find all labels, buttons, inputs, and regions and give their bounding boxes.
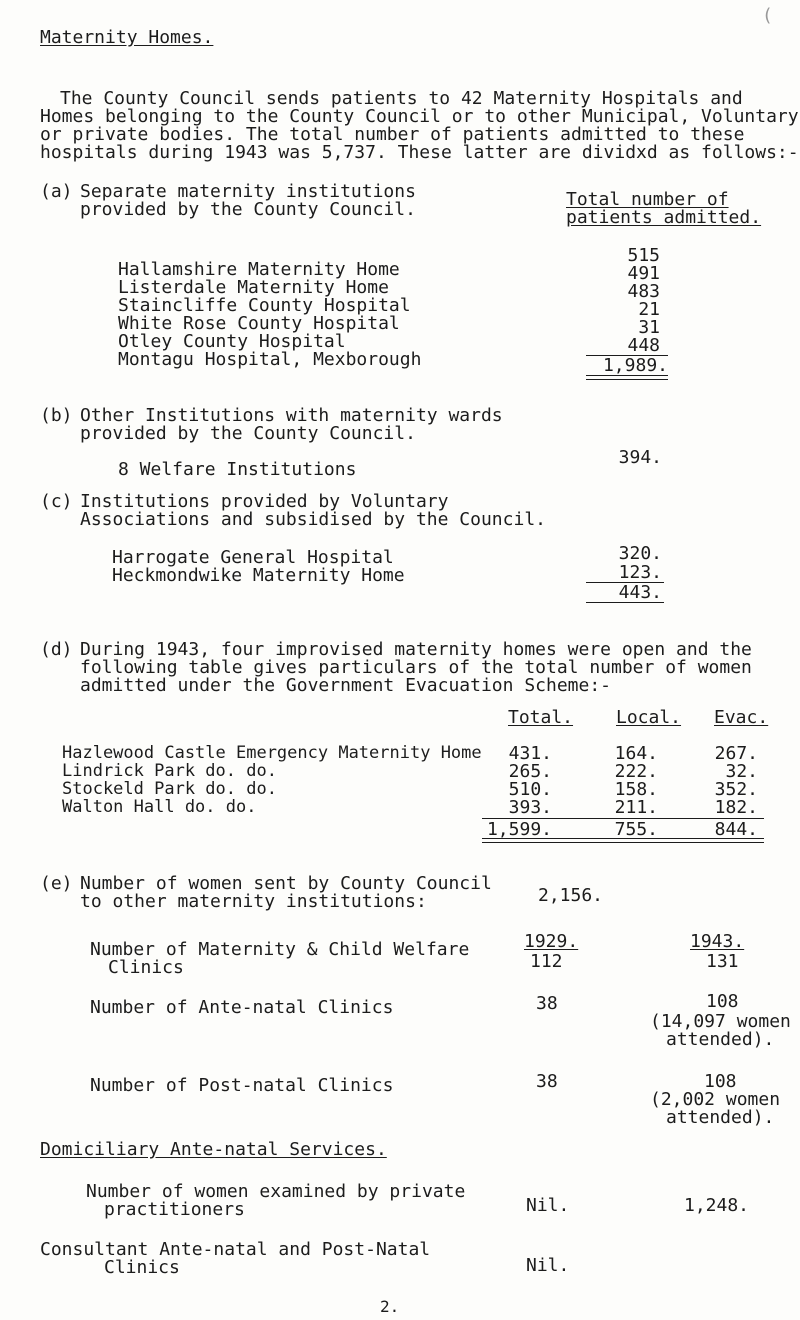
year-header-1929: 1929. <box>524 931 579 952</box>
institution-name: White Rose County Hospital <box>118 313 400 334</box>
section-text: admitted under the Government Evacuation Scheme:- <box>80 675 612 696</box>
patients-value: 21 <box>638 299 660 320</box>
section-title: Institutions provided by Voluntary <box>80 491 449 512</box>
total-double-rule <box>586 375 668 380</box>
column-header-evac: Evac. <box>714 707 769 728</box>
grand-evac-cell: 844. <box>714 819 758 840</box>
value-1929: 38 <box>536 1071 558 1092</box>
section-text: During 1943, four improvised maternity homes were open and the <box>80 639 752 660</box>
value-1929: 112 <box>530 951 563 972</box>
institution-name: Hallamshire Maternity Home <box>118 259 400 280</box>
institution-name: Montagu Hospital, Mexborough <box>118 349 422 370</box>
section-title: Number of women sent by County Council <box>80 873 492 894</box>
value-1943-note: (14,097 women <box>650 1011 791 1032</box>
column-header: patients admitted. <box>566 207 762 228</box>
clinic-label: Number of Ante-natal Clinics <box>90 997 394 1018</box>
value-1929: Nil. <box>526 1255 570 1276</box>
evac-cell: 267. <box>714 743 758 764</box>
row-label: practitioners <box>104 1199 245 1220</box>
home-name: Walton Hall do. do. <box>62 797 257 817</box>
value-1929: 38 <box>536 993 558 1014</box>
grand-total-cell: 1,599. <box>486 819 552 840</box>
evac-cell: 352. <box>714 779 758 800</box>
section-total: 1,989. <box>602 355 668 376</box>
grand-local-cell: 755. <box>614 819 658 840</box>
value-1943: 108 <box>704 1071 737 1092</box>
section-title: Associations and subsidised by the Council. <box>80 509 546 530</box>
local-cell: 222. <box>614 761 658 782</box>
institution-name: Listerdale Maternity Home <box>118 277 389 298</box>
section-label: (a) <box>40 181 73 202</box>
intro-line: or private bodies. The total number of patients admitted to these <box>40 124 745 145</box>
value-1943: 131 <box>706 951 739 972</box>
section-label: (c) <box>40 491 73 512</box>
patients-value: 515 <box>627 245 660 266</box>
value-1943-note: attended). <box>666 1029 775 1050</box>
section-label: (b) <box>40 405 73 426</box>
row-label: Number of women examined by private <box>86 1181 466 1202</box>
clinic-label: Number of Post-natal Clinics <box>90 1075 394 1096</box>
institution-name: Otley County Hospital <box>118 331 346 352</box>
institution-name: 8 Welfare Institutions <box>118 459 357 480</box>
page-number: 2. <box>380 1297 400 1316</box>
intro-line: hospitals during 1943 was 5,737. These latter are dividxd as follows:- <box>40 142 799 163</box>
clinic-label: Clinics <box>108 957 184 978</box>
intro-line: Homes belonging to the County Council or to other Municipal, Voluntary <box>40 106 799 127</box>
patients-value: 123. <box>618 562 662 583</box>
year-header-1943: 1943. <box>690 931 745 952</box>
patients-value: 320. <box>618 543 662 564</box>
section-total: 443. <box>618 582 662 603</box>
table-double-rule <box>482 838 764 843</box>
home-name: Stockeld Park do. do. <box>62 779 277 799</box>
intro-line: The County Council sends patients to 42 Maternity Hospitals and <box>60 88 743 109</box>
row-label: Consultant Ante-natal and Post-Natal <box>40 1239 431 1260</box>
institution-name: Staincliffe County Hospital <box>118 295 411 316</box>
total-cell: 431. <box>508 743 552 764</box>
clinic-label: Number of Maternity & Child Welfare <box>90 939 470 960</box>
total-cell: 393. <box>508 797 552 818</box>
section-label: (e) <box>40 873 73 894</box>
patients-value: 31 <box>638 317 660 338</box>
section-title: Other Institutions with maternity wards <box>80 405 503 426</box>
section-label: (d) <box>40 639 73 660</box>
institution-name: Harrogate General Hospital <box>112 547 394 568</box>
column-header: Total number of <box>566 189 729 210</box>
value-1943: 1,248. <box>684 1195 750 1216</box>
column-header-local: Local. <box>616 707 682 728</box>
women-sent-value: 2,156. <box>538 885 604 906</box>
local-cell: 158. <box>614 779 658 800</box>
section-text: following table gives particulars of the total number of women <box>80 657 752 678</box>
section-title: to other maternity institutions: <box>80 891 427 912</box>
home-name: Hazlewood Castle Emergency Maternity Home <box>62 743 482 763</box>
column-header-total: Total. <box>508 707 574 728</box>
value-1943-note: (2,002 women <box>650 1089 781 1110</box>
section-title: provided by the County Council. <box>80 199 416 220</box>
value-1929: Nil. <box>526 1195 570 1216</box>
page-corner-mark: ( <box>762 5 773 26</box>
section-heading: Domiciliary Ante-natal Services. <box>40 1139 387 1160</box>
patients-value: 491 <box>627 263 660 284</box>
row-label: Clinics <box>104 1257 180 1278</box>
patients-value: 394. <box>618 447 662 468</box>
patients-value: 448 <box>627 335 660 356</box>
evac-cell: 32. <box>725 761 758 782</box>
home-name: Lindrick Park do. do. <box>62 761 277 781</box>
value-1943-note: attended). <box>666 1107 775 1128</box>
evac-cell: 182. <box>714 797 758 818</box>
section-title: Separate maternity institutions <box>80 181 416 202</box>
institution-name: Heckmondwike Maternity Home <box>112 565 405 586</box>
value-1943: 108 <box>706 991 739 1012</box>
local-cell: 164. <box>614 743 658 764</box>
total-rule <box>586 602 664 603</box>
local-cell: 211. <box>614 797 658 818</box>
patients-value: 483 <box>627 281 660 302</box>
total-cell: 265. <box>508 761 552 782</box>
total-cell: 510. <box>508 779 552 800</box>
section-title: provided by the County Council. <box>80 423 416 444</box>
page-title: Maternity Homes. <box>40 27 214 48</box>
